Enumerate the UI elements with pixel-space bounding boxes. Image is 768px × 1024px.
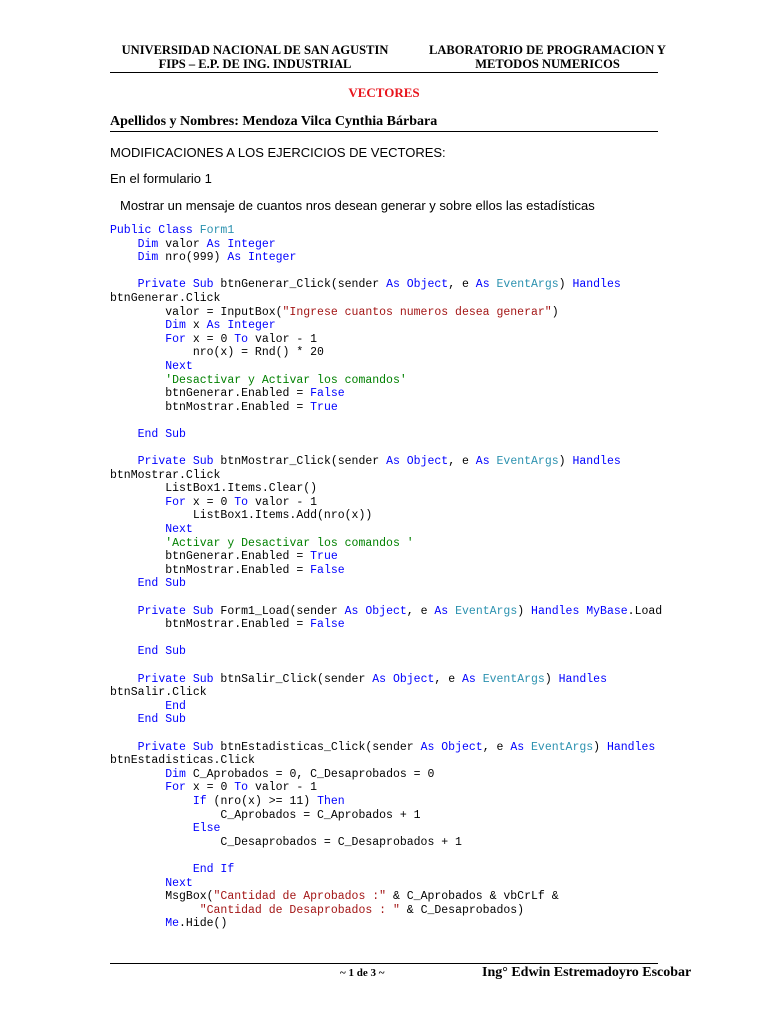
header-course [415, 43, 680, 71]
code-token: btnEstadisticas.Click [110, 754, 255, 768]
code-token: End Sub [137, 577, 186, 591]
student-divider [110, 131, 658, 132]
section-heading: MODIFICACIONES A LOS EJERCICIOS DE VECTORES: [110, 145, 446, 160]
code-line [110, 849, 662, 863]
code-token: , e [482, 740, 511, 754]
code-line [110, 537, 662, 551]
header-university-name: UNIVERSIDAD NACIONAL DE SAN AGUSTIN [121, 43, 389, 57]
code-token: x [185, 319, 207, 333]
code-token: x = 0 [185, 781, 235, 795]
code-token: valor - 1 [248, 495, 318, 509]
code-token: Private Sub [137, 672, 214, 686]
code-line [110, 713, 662, 727]
code-token: btnSalir.Click [110, 686, 207, 700]
code-token: btnMostrar_Click(sender [213, 455, 387, 469]
code-line [110, 754, 662, 768]
code-token: nro(999) [158, 251, 228, 265]
code-token: EventArgs [455, 604, 518, 618]
code-line [110, 904, 662, 918]
code-line [110, 455, 662, 469]
code-token [110, 917, 165, 930]
code-token: As Integer [206, 319, 276, 333]
code-line [110, 917, 662, 931]
section-description: Mostrar un mensaje de cuantos nros desean generar y sobre ellos las estadísticas [120, 198, 595, 213]
code-token [110, 455, 138, 468]
code-token: "Cantidad de Desaprobados : " [199, 903, 400, 917]
code-token: Private Sub [137, 455, 214, 469]
code-token [110, 605, 138, 618]
code-token: Me [165, 917, 180, 931]
code-line [110, 265, 662, 279]
code-token: As Object [420, 740, 483, 754]
code-token: nro(x) = Rnd() * 20 [110, 346, 324, 360]
code-token: btnSalir_Click(sender [213, 672, 373, 686]
code-token: Handles [572, 278, 621, 292]
code-token: End Sub [137, 713, 186, 727]
code-token: .Load [627, 604, 663, 618]
code-token: Private Sub [137, 604, 214, 618]
code-line [110, 700, 662, 714]
header-course-line2: METODOS NUMERICOS [475, 57, 620, 71]
code-line [110, 781, 662, 795]
code-token: , e [448, 278, 476, 292]
code-token: ListBox1.Items.Add(nro(x)) [110, 509, 373, 523]
code-token: ) [517, 604, 532, 618]
code-token: ) [551, 305, 559, 319]
code-line [110, 414, 662, 428]
code-line [110, 346, 662, 360]
code-token [110, 877, 165, 890]
code-token: 'Activar y Desactivar los comandos ' [165, 536, 414, 550]
header-school-name: FIPS – E.P. DE ING. INDUSTRIAL [158, 57, 352, 71]
code-token: btnGenerar_Click(sender [213, 278, 387, 292]
code-token [110, 645, 138, 658]
code-token: As Object [372, 672, 435, 686]
code-token [110, 768, 165, 781]
code-token: , e [434, 672, 462, 686]
code-token: C_Aprobados = 0, C_Desaprobados = 0 [185, 767, 435, 781]
code-token [110, 251, 138, 264]
code-token: Public Class [110, 224, 200, 237]
code-token: EventArgs [496, 278, 559, 292]
code-line [110, 482, 662, 496]
code-token: End If [192, 862, 235, 876]
code-line [110, 632, 662, 646]
code-line [110, 809, 662, 823]
code-token: & C_Desaprobados) [399, 903, 525, 917]
code-token: End Sub [137, 645, 186, 659]
code-token: If [192, 794, 207, 808]
code-token: Private Sub [137, 278, 214, 292]
code-token [110, 496, 165, 509]
code-token: btnMostrar.Enabled = [110, 400, 311, 414]
code-token [110, 863, 193, 876]
code-token: As [462, 672, 483, 686]
code-token: ) [558, 278, 573, 292]
code-token: False [310, 618, 345, 632]
code-token: valor - 1 [248, 781, 318, 795]
code-token: Form1_Load(sender [213, 604, 345, 618]
code-line [110, 306, 662, 320]
code-token: To [234, 495, 249, 509]
code-line [110, 591, 662, 605]
code-token: Private Sub [137, 740, 214, 754]
code-token: For [165, 781, 186, 795]
code-token [110, 374, 165, 387]
code-token: Next [165, 876, 193, 890]
code-line [110, 564, 662, 578]
code-token [110, 904, 200, 917]
code-token: valor [158, 237, 207, 251]
code-token: Handles [572, 455, 621, 469]
code-token: End Sub [137, 427, 186, 441]
code-token: As [475, 278, 497, 292]
code-token [110, 781, 165, 794]
code-token: ) [558, 455, 573, 469]
code-listing [110, 224, 662, 931]
code-token: "Ingrese cuantos numeros desea generar" [282, 305, 552, 319]
code-token [110, 673, 138, 686]
code-token [110, 523, 165, 536]
code-line [110, 659, 662, 673]
code-token: As [434, 604, 456, 618]
code-token: False [310, 387, 345, 401]
code-line [110, 768, 662, 782]
code-line [110, 496, 662, 510]
code-token: As Integer [206, 237, 276, 251]
code-line [110, 618, 662, 632]
section-subheading: En el formulario 1 [110, 171, 212, 186]
footer-divider [110, 963, 658, 964]
code-token: ListBox1.Items.Clear() [110, 482, 318, 496]
code-token: Dim [165, 767, 186, 781]
code-line [110, 795, 662, 809]
code-token: C_Aprobados = C_Aprobados + 1 [110, 808, 421, 822]
code-line [110, 224, 662, 238]
code-token: ) [544, 672, 559, 686]
code-token [110, 319, 165, 332]
code-token: , e [448, 455, 476, 469]
code-token: As Integer [227, 251, 297, 265]
header-divider [110, 72, 658, 73]
code-line [110, 877, 662, 891]
code-token: Handles [606, 740, 656, 754]
code-token [110, 577, 138, 590]
page-number: ~ 1 de 3 ~ [340, 967, 385, 979]
code-token [110, 822, 193, 835]
code-line [110, 360, 662, 374]
code-token: 'Desactivar y Activar los comandos' [165, 373, 407, 387]
header-university [110, 43, 400, 71]
code-token: btnMostrar.Enabled = [110, 618, 311, 632]
code-line [110, 550, 662, 564]
code-token: True [310, 400, 338, 414]
code-token: .Hide() [179, 917, 228, 931]
code-token: btnGenerar.Enabled = [110, 550, 311, 564]
code-line [110, 238, 662, 252]
code-token [110, 428, 138, 441]
code-line [110, 577, 662, 591]
code-token: Handles [558, 672, 607, 686]
code-token: EventArgs [482, 672, 545, 686]
code-token: True [310, 550, 338, 564]
code-token: EventArgs [496, 455, 559, 469]
code-token: ) [593, 740, 607, 754]
code-line [110, 387, 662, 401]
code-token: x = 0 [185, 495, 235, 509]
code-token: As Object [344, 604, 407, 618]
code-token: btnMostrar.Enabled = [110, 563, 311, 577]
code-token: MsgBox( [110, 890, 214, 904]
code-token: Dim [137, 251, 159, 265]
code-token [110, 238, 138, 251]
code-token: EventArgs [531, 740, 594, 754]
code-token [110, 713, 138, 726]
code-line [110, 673, 662, 687]
code-token [110, 360, 165, 373]
code-token: valor = InputBox( [110, 305, 283, 319]
code-line [110, 278, 662, 292]
code-token: Handles MyBase [531, 604, 628, 618]
code-token: btnGenerar.Click [110, 291, 221, 305]
code-line [110, 333, 662, 347]
code-line [110, 292, 662, 306]
code-token: Then [317, 794, 345, 808]
student-name: Apellidos y Nombres: Mendoza Vilca Cynthia Bárbara [110, 114, 438, 129]
code-line [110, 469, 662, 483]
header-course-line1: LABORATORIO DE PROGRAMACION Y [429, 43, 666, 57]
code-token: End [165, 699, 186, 713]
code-token: btnEstadisticas_Click(sender [213, 740, 421, 754]
code-token: & C_Aprobados & vbCrLf & [386, 890, 559, 904]
code-line [110, 509, 662, 523]
code-token [110, 278, 138, 291]
code-token [110, 537, 165, 550]
document-title: VECTORES [348, 85, 420, 100]
code-token: valor - 1 [248, 332, 318, 346]
code-token: Dim [165, 319, 186, 333]
code-line [110, 890, 662, 904]
code-token [110, 700, 165, 713]
code-token: btnMostrar.Click [110, 468, 221, 482]
code-line [110, 374, 662, 388]
code-token: Next [165, 523, 193, 537]
code-token: , e [406, 604, 435, 618]
code-token [110, 333, 165, 346]
code-token: To [234, 332, 249, 346]
code-line [110, 836, 662, 850]
code-line [110, 251, 662, 265]
code-token: As Object [386, 278, 449, 292]
code-token: As Object [386, 455, 449, 469]
code-token: For [165, 495, 186, 509]
code-token [110, 741, 138, 754]
code-line [110, 863, 662, 877]
code-token: C_Desaprobados = C_Desaprobados + 1 [110, 835, 462, 849]
code-token: x = 0 [185, 332, 235, 346]
code-token: (nro(x) >= 11) [206, 794, 318, 808]
code-line [110, 645, 662, 659]
code-token: Next [165, 359, 193, 373]
code-token: Form1 [199, 224, 235, 237]
code-token: Dim [137, 237, 159, 251]
code-token: "Cantidad de Aprobados :" [213, 890, 387, 904]
code-line [110, 401, 662, 415]
code-line [110, 319, 662, 333]
code-line [110, 822, 662, 836]
code-line [110, 442, 662, 456]
code-token: Else [192, 822, 221, 836]
code-token: To [234, 781, 249, 795]
code-line [110, 428, 662, 442]
footer-author: Ing° Edwin Estremadoyro Escobar [482, 965, 692, 980]
code-token: For [165, 332, 186, 346]
code-line [110, 523, 662, 537]
code-line [110, 686, 662, 700]
code-token: As [510, 740, 532, 754]
code-token [110, 795, 193, 808]
code-token: As [475, 455, 497, 469]
code-line [110, 741, 662, 755]
code-token: False [310, 563, 345, 577]
code-token: btnGenerar.Enabled = [110, 387, 311, 401]
code-line [110, 727, 662, 741]
code-line [110, 605, 662, 619]
